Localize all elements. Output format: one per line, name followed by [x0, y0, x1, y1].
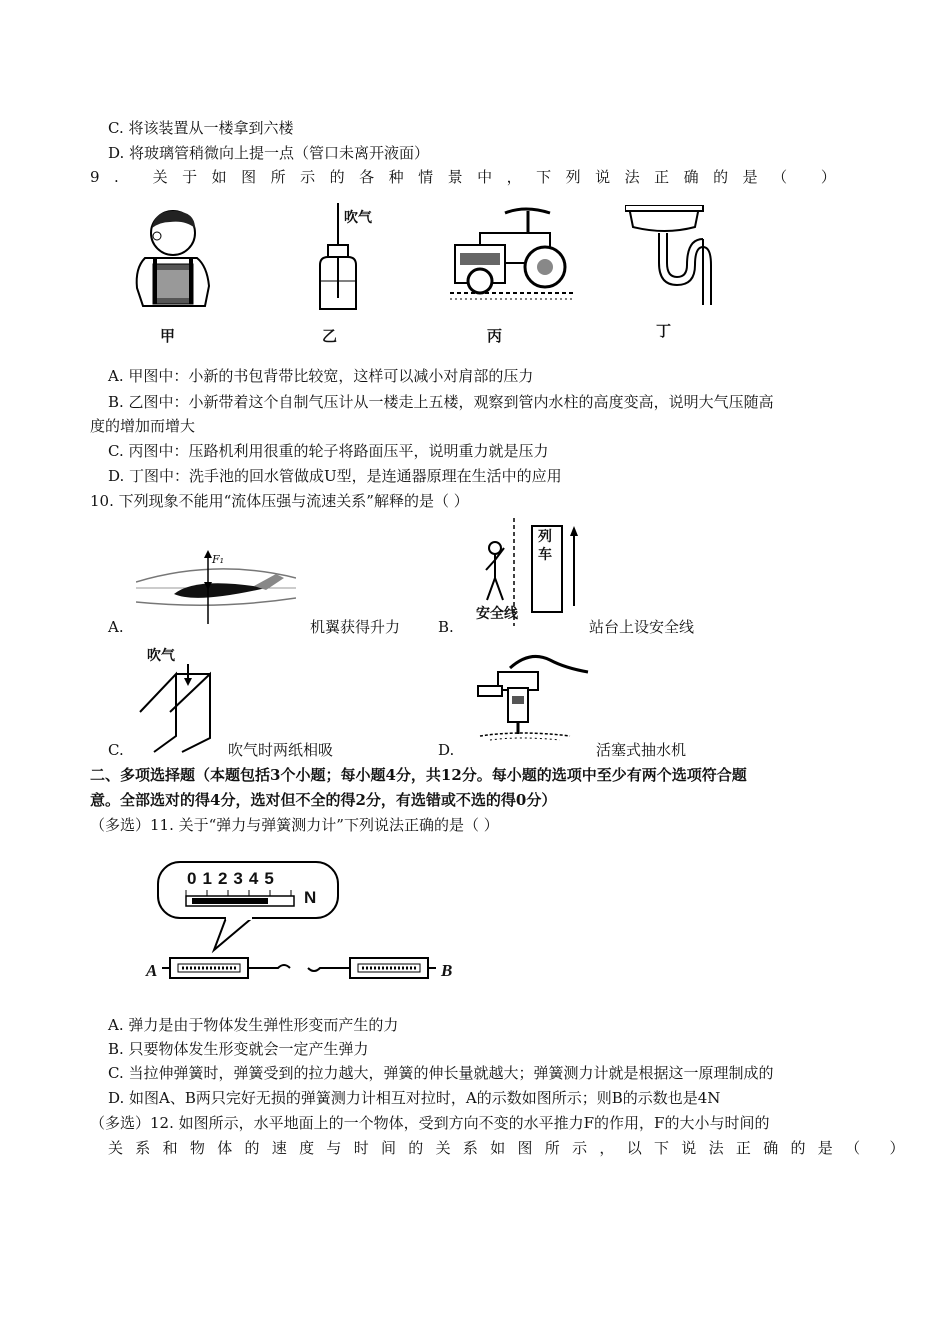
two-papers-figure	[136, 662, 226, 754]
q11-option-c: C. 当拉伸弹簧时，弹簧受到的拉力越大，弹簧的伸长量就越大；弹簧测力计就是根据这一原理制成的	[108, 1064, 774, 1082]
boy-backpack-figure	[125, 208, 215, 318]
q9-option-d: D. 丁图中：洗手池的回水管做成U型，是连通器原理在生活中的应用	[108, 467, 562, 485]
q12-stem-line2: 关系和物体的速度与时间的关系如图所示，以下说法正确的是（ ）	[108, 1139, 917, 1157]
caption-yi: 乙	[322, 327, 338, 345]
train-label: 列车	[538, 529, 552, 563]
safety-line-label: 安全线	[476, 606, 518, 622]
tick-4: 4	[248, 869, 265, 888]
q10-option-c-text: 吹气时两纸相吸	[228, 741, 334, 759]
tick-1: 1	[202, 869, 218, 888]
q11-option-d: D. 如图A、B两只完好无损的弹簧测力计相互对拉时，A的示数如图所示；则B的示数也是4N	[108, 1089, 721, 1107]
tick-5: 5	[264, 869, 280, 888]
caption-jia: 甲	[160, 327, 176, 345]
tick-3: 3	[233, 869, 249, 888]
scale-a-label: A	[146, 961, 158, 980]
q8-option-d: D. 将玻璃管稍微向上提一点（管口未离开液面）	[108, 144, 430, 162]
q9-option-b-line2: 度的增加而增大	[90, 417, 196, 435]
tick-0: 0	[187, 869, 203, 888]
caption-ding: 丁	[656, 322, 672, 340]
q10-option-d-letter: D.	[438, 741, 455, 759]
q10-option-a-text: 机翼获得升力	[310, 618, 401, 636]
q10-option-b-text: 站台上设安全线	[589, 618, 695, 636]
q9-option-c: C. 丙图中：压路机利用很重的轮子将路面压平，说明重力就是压力	[108, 442, 549, 460]
q8-option-c: C. 将该装置从一楼拿到六楼	[108, 119, 294, 137]
q10-option-d-text: 活塞式抽水机	[596, 741, 687, 759]
section2-heading-line1: 二、多项选择题（本题包括3个小题；每小题4分，共12分。每小题的选项中至少有两个选项符合题	[90, 766, 747, 784]
scale-b-label: B	[441, 961, 453, 980]
q9-blow-label: 吹气	[344, 210, 372, 226]
section2-heading-line2: 意。全部选对的得4分，选对但不全的得2分，有选错或不选的得0分）	[90, 791, 557, 809]
q9-option-a: A. 甲图中：小新的书包背带比较宽，这样可以减小对肩部的压力	[108, 367, 534, 385]
q11-option-b: B. 只要物体发生形变就会一定产生弹力	[108, 1040, 369, 1058]
q10-option-a-letter: A.	[108, 618, 124, 636]
road-roller-figure	[450, 205, 575, 305]
tick-2: 2	[217, 869, 234, 888]
scale-tick-labels	[187, 869, 280, 889]
scale-unit-label: N	[304, 888, 317, 907]
q12-stem-line1: （多选）12. 如图所示，水平地面上的一个物体，受到方向不变的水平推力F的作用，F的大小与时间的	[90, 1114, 770, 1132]
q10-option-c-letter: C.	[108, 741, 124, 759]
piston-pump-figure	[470, 650, 590, 742]
q11-stem: （多选）11. 关于“弹力与弹簧测力计”下列说法正确的是（ ）	[90, 816, 499, 834]
wing-force-label: F₁	[212, 553, 225, 566]
sink-u-pipe-figure	[625, 205, 715, 315]
q11-option-a: A. 弹力是由于物体发生弹性形变而产生的力	[108, 1016, 399, 1034]
q10-option-b-letter: B.	[438, 618, 454, 636]
q9-option-b-line1: B. 乙图中：小新带着这个自制气压计从一楼走上五楼，观察到管内水柱的高度变高，说明大气压随高	[108, 393, 774, 411]
c-blow-label: 吹气	[147, 648, 175, 664]
caption-bing: 丙	[487, 327, 503, 345]
q9-stem: 9. 关于如图所示的各种情景中，下列说法正确的是（ ）	[90, 168, 851, 186]
q10-stem: 10. 下列现象不能用“流体压强与流速关系”解释的是（ ）	[90, 492, 469, 510]
